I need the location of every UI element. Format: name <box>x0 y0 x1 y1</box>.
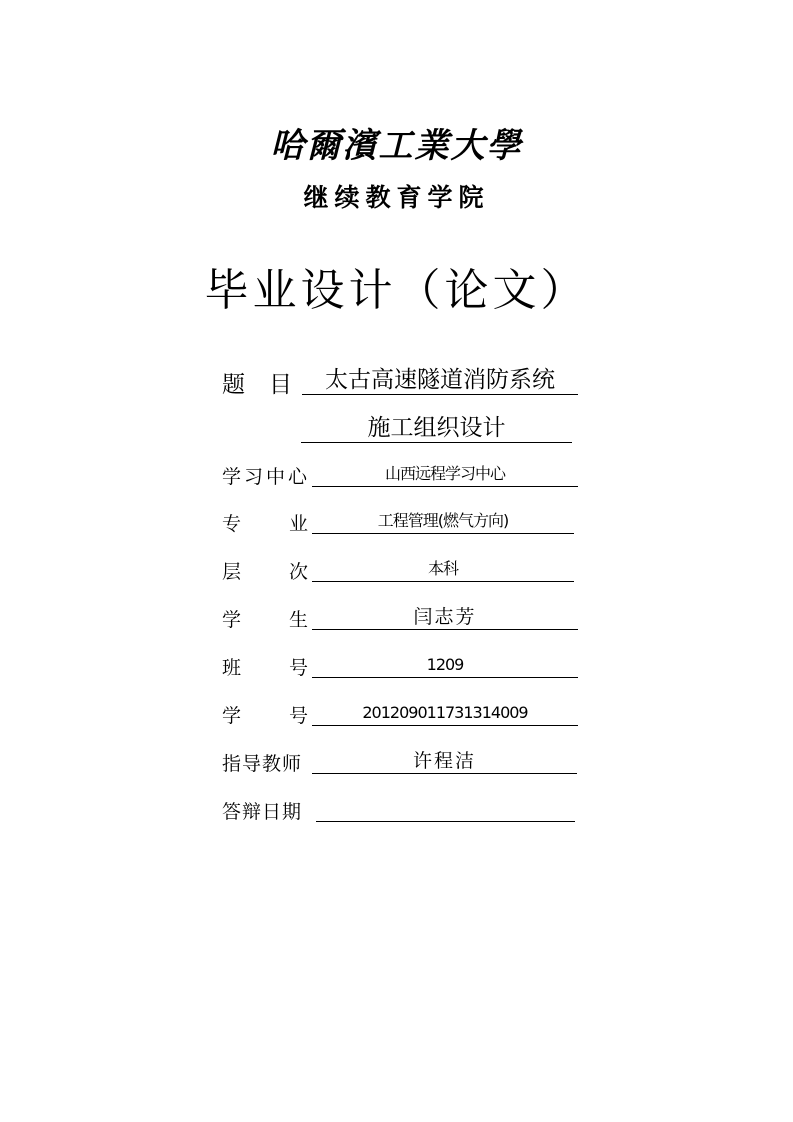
document-title: 毕业设计（论文） <box>204 265 589 316</box>
learning-center-label: 学习中心 <box>222 466 311 488</box>
class-value: 1209 <box>312 653 578 678</box>
topic-line-1: 太古高速隧道消防系统 <box>302 366 578 395</box>
major-label: 专 业 <box>222 513 308 535</box>
defense-date-value <box>316 797 575 822</box>
topic-label: 题 目 <box>222 372 292 398</box>
advisor-value: 许程洁 <box>312 749 577 774</box>
university-name: 哈爾濱工業大學 <box>270 126 523 166</box>
level-label: 层 次 <box>222 561 308 583</box>
student-label: 学 生 <box>222 609 308 631</box>
college-name: 继续教育学院 <box>303 183 490 212</box>
defense-date-label: 答辩日期 <box>222 801 303 823</box>
level-value: 本科 <box>312 557 574 582</box>
class-label: 班 号 <box>222 657 308 679</box>
learning-center-value: 山西远程学习中心 <box>312 462 578 487</box>
major-value: 工程管理(燃气方向) <box>312 509 574 534</box>
advisor-label: 指导教师 <box>222 753 303 775</box>
student-value: 闫志芳 <box>312 605 578 630</box>
topic-line-2: 施工组织设计 <box>301 414 572 443</box>
student-id-value: 201209011731314009 <box>312 701 578 726</box>
student-id-label: 学 号 <box>222 705 308 727</box>
